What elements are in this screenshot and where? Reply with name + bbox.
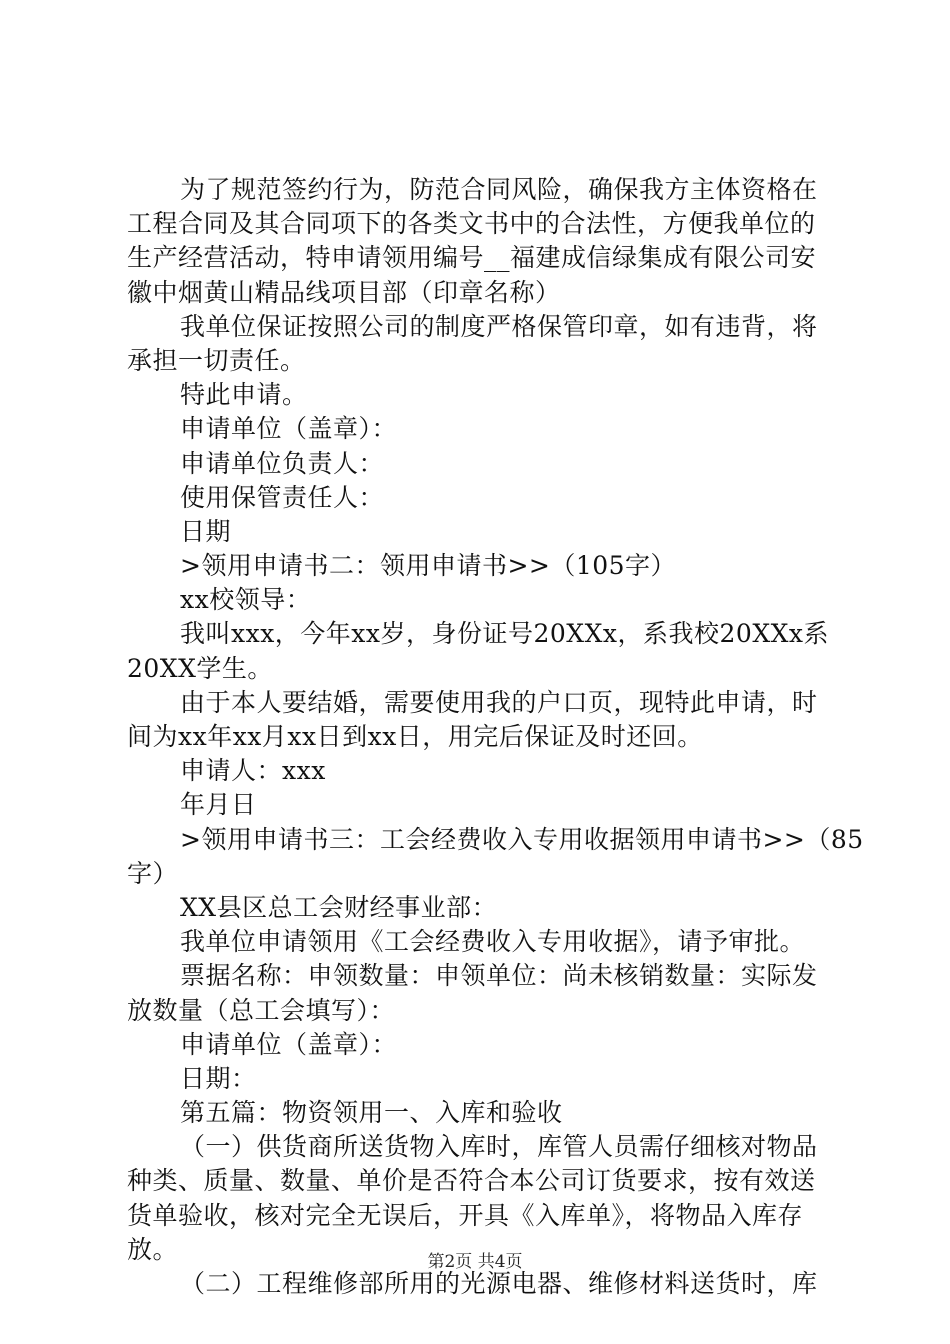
text-line: 日期 [180, 516, 232, 546]
text-line: 我单位申请领用《工会经费收入专用收据》，请予审批。 [180, 927, 806, 957]
text-line: 第五篇：物资领用一、入库和验收 [180, 1098, 563, 1128]
text-line: xx校领导： [180, 585, 312, 615]
text-line: 我叫xxx，今年xx岁，身份证号20XXx，系我校20XXx系 [180, 619, 830, 649]
text-line: 承担一切责任。 [127, 345, 306, 375]
text-line: 为了规范签约行为，防范合同风险，确保我方主体资格在 [180, 175, 818, 204]
text-line: 特此申请。 [180, 380, 308, 410]
text-line: >领用申请书三：工会经费收入专用收据领用申请书>>（85 [180, 824, 864, 854]
text-line: 使用保管责任人： [180, 482, 385, 512]
text-line: 由于本人要结婚，需要使用我的户口页，现特此申请，时 [180, 687, 818, 717]
text-line: （二）工程维修部所用的光源电器、维修材料送货时，库 [180, 1269, 818, 1298]
text-line: 我单位保证按照公司的制度严格保管印章，如有违背，将 [180, 311, 818, 341]
text-line: 放数量（总工会填写）： [127, 995, 396, 1025]
text-line: 申请人：xxx [180, 756, 326, 786]
text-line: 种类、质量、数量、单价是否符合本公司订货要求，按有效送 [127, 1166, 816, 1196]
text-line: XX县区总工会财经事业部： [180, 892, 498, 922]
text-line: 年月日 [180, 790, 257, 820]
document-body [127, 173, 864, 1301]
text-line: 徽中烟黄山精品线项目部（印章名称） [127, 277, 561, 307]
text-line: （一）供货商所送货物入库时，库管人员需仔细核对物品 [180, 1132, 818, 1162]
text-line: 票据名称：申领数量：申领单位：尚未核销数量：实际发 [180, 961, 818, 991]
text-line: 生产经营活动，特申请领用编号__福建成信绿集成有限公司安 [127, 243, 817, 273]
text-line: 日期： [180, 1063, 257, 1093]
text-line: 工程合同及其合同项下的各类文书中的合法性，方便我单位的 [127, 209, 816, 239]
text-line: 货单验收，核对完全无误后，开具《入库单》，将物品入库存 [127, 1200, 804, 1230]
text-line: >领用申请书二：领用申请书>>（105字） [180, 551, 677, 581]
text-line: 放。 [127, 1234, 179, 1264]
text-line: 申请单位负责人： [180, 448, 385, 478]
text-line: 间为xx年xx月xx日到xx日，用完后保证及时还回。 [127, 722, 703, 751]
text-line: 字） [127, 858, 179, 888]
text-line: 申请单位（盖章）： [180, 414, 398, 444]
page-footer: 第2页 共4页 [427, 1252, 523, 1272]
text-line: 20XX学生。 [127, 653, 273, 683]
text-line: 申请单位（盖章）： [180, 1029, 398, 1059]
